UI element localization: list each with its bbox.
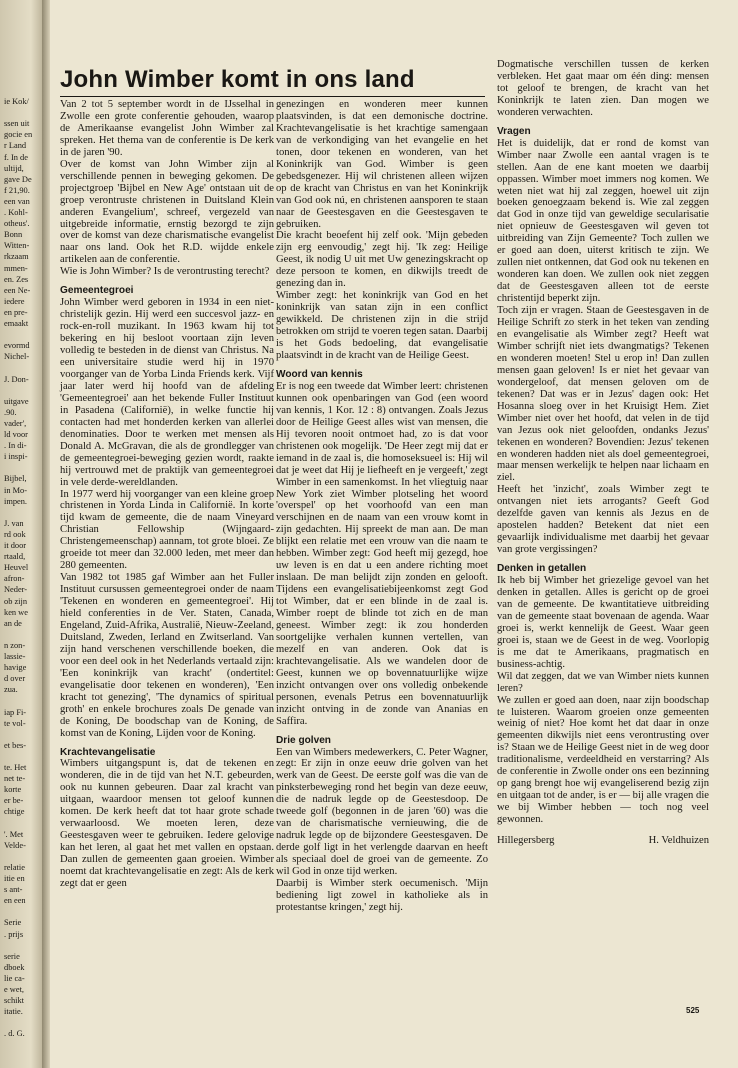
paragraph: genezingen en wonderen meer kunnen plaatsvinden, is dat een demonische doctrine. Krachtevangelisatie is het krachtige samengaan van de verkondiging van het evangelie en het tonen, door tekenen en wonderen, van het Koninkrijk van God. Wimber is geen gebedsgenezer. Hij wil christenen alleen wijzen op de kracht van Christus en van het Koninkrijk van God ook nú, en christenen aansporen te staan naar de Geestesgaven en die Geestesgaven te gebruiken. <box>276 99 488 230</box>
margin-fragment: f 21,90. <box>4 185 30 195</box>
margin-fragment: ken we <box>4 607 28 617</box>
margin-fragment: evormd <box>4 341 30 351</box>
margin-fragment: Heuvel <box>4 563 29 573</box>
margin-fragment: ultijd, <box>4 163 24 173</box>
margin-fragment: zua. <box>4 685 18 695</box>
margin-fragment: e wet, <box>4 985 24 994</box>
margin-fragment: Nichel- <box>4 352 30 362</box>
paragraph: Dogmatische verschillen tussen de kerken verbleken. Het gaat maar om één ding: mensen tot geloof te brengen, de kracht van het Koninkrijk te laten zien. Dan mogen we wonderen verwachten. <box>497 59 709 118</box>
margin-fragment: een Ne- <box>4 285 31 295</box>
article-column-1 <box>60 99 274 890</box>
section-heading: Gemeentegroei <box>60 285 134 297</box>
margin-fragment: . In di- <box>4 441 27 451</box>
paragraph: Toch zijn er vragen. Staan de Geestesgaven in de Heilige Schrift zo sterk in het teken van zending en evangelisatie als Wimber zegt? Heeft wat Wimber schrijft niet iets dwangmatigs? Tekenen en wonderen moeten! Stel u erop in! Dan zullen mensen gaan geloven! Is er niet het gevaar van wondergeloof, dat mensen geloven om de tekenen? Dat was er in Jezus' dagen ook: Het Hosanna sloeg over in het Kruisigt Hem. Ziet Wimber niet over het hoofd, dat velen in de tijd van Jezus ook niet geloofden, ondanks Jezus' tekenen en wonderen? Bovendien: Jezus' tekenen en wonderen hadden niet als doel gemeentegroei, maar mensen werkelijk te helpen naar lichaam en ziel. <box>497 305 709 484</box>
paragraph: Daarbij is Wimber sterk oecumenisch. 'Mijn bediening ligt zowel in katholieke als in protestantse kringen,' zegt hij. <box>276 878 488 913</box>
margin-fragment: i inspi- <box>4 452 28 462</box>
paragraph: Van 2 tot 5 september wordt in de IJsselhal in Zwolle een grote conferentie gehouden, waarop de Amerikaanse evangelist John Wimber zal spreken. Het thema van de conferentie is De kerk in de jaren '90. <box>60 99 274 158</box>
margin-fragment: te. Het <box>4 763 27 772</box>
margin-fragment: emaakt <box>4 319 29 328</box>
paragraph: Wimber zegt: het koninkrijk van God en het koninkrijk van satan zijn in een conflict gewikkeld. De christenen zijn in die strijd betrokken om strijd te voeren tegen satan. Daarbij is het Gods bedoeling, dat evangelisatie plaatsvindt in de kracht van de Heilige Geest. <box>276 290 488 362</box>
margin-fragment: ld voor <box>4 430 28 439</box>
margin-fragment: . d. G. <box>4 1029 25 1039</box>
margin-fragment: impen. <box>4 496 28 506</box>
margin-fragment: n zon- <box>4 640 26 650</box>
signature-author: H. Veldhuizen <box>648 835 709 847</box>
margin-fragment: Bonn <box>4 230 23 240</box>
signature-place: Hillegersberg <box>497 835 555 847</box>
margin-fragment: Serie <box>4 918 22 928</box>
section-heading: Denken in getallen <box>497 563 587 575</box>
margin-fragment: dboek <box>4 962 25 972</box>
margin-fragment: et bes- <box>4 740 27 750</box>
margin-fragment: f. In de <box>4 152 28 162</box>
article-column-3 <box>497 59 709 847</box>
title-rule <box>60 96 485 97</box>
margin-fragment: ob zijn <box>4 596 28 606</box>
margin-fragment: chtige <box>4 807 25 817</box>
margin-fragment: ssen uit <box>4 119 30 129</box>
margin-fragment: mmen- <box>4 263 28 273</box>
margin-fragment: uitgave <box>4 396 29 406</box>
margin-fragment: Neder- <box>4 585 28 595</box>
margin-fragment: rkzaam <box>4 252 29 262</box>
margin-fragment: lie ca- <box>4 973 25 983</box>
section-heading: Vragen <box>497 125 531 137</box>
margin-fragment: en. Zes <box>4 274 29 284</box>
paragraph: Er is nog een tweede dat Wimber leert: christenen kunnen ook openbaringen van God (een woord van kennis, 1 Kor. 12 : 8) ontvangen. Zoals Jezus door de Heilige Geest alles wist van mensen, die Hij tevoren nooit ontmoet had, zo is dat voor christenen ook mogelijk. 'De Heer zegt mij dat er iemand in de zaal is, die homoseksueel is: Hij wil dat je weet dat Hij je liefheeft en je vergeeft,' zegt Wimber in een samenkomst. In het vliegtuig naar New York ziet Wimber plotseling het woord 'overspel' op het voorhoofd van een man verschijnen en de naam van een vrouw komt in zijn gedachten. Hij spreekt de man aan. De man blijkt een relatie met een vrouw van die naam te hebben. Wimber zegt: God heeft mij gezegd, hoe uw leven is en dat u een andere richting moet inslaan. De man belijdt zijn zonden en gelooft. Tijdens een evangelisatiebijeenkomst zegt God tot Wimber, dat er een blinde in de zaal is. Wimber roept de blinde tot zich en de man geneest. Wimber zegt: ik zou honderden soortgelijke verhalen kunnen vertellen, van mezelf en van anderen. Ook dat is krachtevangelisatie. Als we wandelen door de Geest, kunnen we op bovennatuurlijke wijze inzicht ontvangen over ons volledig onbekende personen, evenals Petrus een bovennatuurlijk inzicht ontving in de zonde van Ananias en Saffira. <box>276 380 488 727</box>
margin-fragment: havige <box>4 663 27 673</box>
paragraph: Over de komst van John Wimber zijn al verschillende pennen in beweging gekomen. De projectgroep 'Bijbel en New Age' ontstaan uit de groep verontruste christenen in Duitsland Klein anderen Evangelium', schreef, vergezeld van uitgebreide informatie, ernstig bezorgd te zijn over de komst van deze charismatische evangelist naar ons land. Ook het R.D. wijdde enkele artikelen aan de conferentie. <box>60 158 274 266</box>
margin-fragment: r Land <box>4 141 27 151</box>
margin-fragment: en een <box>4 896 26 906</box>
paragraph: Die kracht beoefent hij zelf ook. 'Mijn gebeden zijn erg eenvoudig,' zegt hij. 'Ik zeg: Heilige Geest, ik nodig U uit met Uw genezingskracht op deze persoon te komen, en dikwijls treedt de genezing dan in. <box>276 230 488 290</box>
section-heading: Drie golven <box>276 734 331 746</box>
article-column-2 <box>276 99 488 914</box>
margin-fragment: . Kohl- <box>4 208 28 217</box>
paragraph: Wil dat zeggen, dat we van Wimber niets kunnen leren? <box>497 670 709 694</box>
margin-fragment: d over <box>4 674 26 684</box>
paragraph: Wie is John Wimber? Is de verontrusting terecht? <box>60 266 270 278</box>
margin-fragment: Velde- <box>4 840 26 850</box>
paragraph: In 1977 werd hij voorganger van een kleine groep christenen in Yorda Linda in Californië. In korte tijd kwam de gemeente, die de naam Vineyard Christian Fellowship (Wijngaard-Christengemeenschap) aannam, tot grote bloei. Ze groeide tot meer dan 32.000 leden, met meer dan 280 gemeenten. <box>60 488 274 572</box>
margin-fragment: J. van <box>4 518 24 528</box>
margin-fragment: schikt <box>4 996 25 1006</box>
margin-fragment: iedere <box>4 296 25 306</box>
margin-fragment: een van <box>4 196 30 206</box>
paragraph: John Wimber werd geboren in 1934 in een niet-christelijk gezin. Hij werd een succesvol jazz- en rock-en-roll muzikant. In 1963 kwam hij tot bekering en hij besloot voortaan zijn leven volledig te besteden in de dienst van Christus. Na een universitaire studie werd hij in 1970 voorganger van de Yorba Linda Friends kerk. Vijf jaar later werd hij hoofd van de afdeling 'Gemeentegroei' aan het bekende Fuller Instituut in Pasadena (Californië), in welke functie hij contacten had met honderden kerken van allerlei denominaties. Door te werken met mensen als Donald A. McGravan, die als de grondlegger van de gemeentegroei-beweging gezien wordt, raakte hij vertrouwd met de praktijk van gemeentegroei in vele derde-wereldlanden. <box>60 297 274 488</box>
paragraph: Van 1982 tot 1985 gaf Wimber aan het Fuller Instituut cursussen gemeentegroei onder de naam 'Tekenen en wonderen en gemeentegroei'. Hij hield conferenties in de Ver. Staten, Canada, Engeland, Zuid-Afrika, Australië, Nieuw-Zeeland, Duitsland, Zweden, Ierland en Zwitserland. Van zijn hand verschenen verschillende boeken, die voor een deel ook in het Nederlands vertaald zijn: 'Een koninkrijk van kracht' (ondertitel: evangelisatie door tekenen en wonderen), 'Een kracht tot genezing', 'The dynamics of spiritual groth' en enkele brochures zoals De genade van de Koning, De boodschap van de Koning, de komst van de Koning, Lijden voor de Koning. <box>60 572 274 739</box>
margin-fragment: er be- <box>4 796 24 806</box>
paragraph: Heeft het 'inzicht', zoals Wimber zegt te ontvangen niet iets arrogants? Geeft God dezelfde gaven van kennis als Jezus en de apostelen hadden? Betekent dat niet een gevaarlijk individualisme met daarbij het gevaar van grote vergissingen? <box>497 484 709 556</box>
margin-fragment: te vol- <box>4 718 26 728</box>
margin-fragment: otheus'. <box>4 219 30 229</box>
page-fold-shadow <box>42 0 50 1068</box>
article-title: John Wimber komt in ons land <box>60 66 415 93</box>
margin-fragment: lassie- <box>4 652 26 661</box>
margin-fragment: serie <box>4 951 20 961</box>
paragraph: Een van Wimbers medewerkers, C. Peter Wagner, zegt: Er zijn in onze eeuw drie golven van het werk van de Geest. De eerste golf was die van de pinksterbeweging rond het begin van deze eeuw, die de nadruk legde op de Geestesdoop. De tweede golf (begonnen in de jaren '60) was die van de charismatische vernieuwing, die de nadruk legde op de bijzondere Geestesgaven. De derde golf ligt in het verlengde daarvan en heeft als speciaal doel de groei van de gemeente. Zo wil God in onze tijd werken. <box>276 746 488 878</box>
margin-fragment: an de <box>4 618 22 628</box>
margin-fragment: itatie. <box>4 1007 23 1017</box>
paragraph: Ik heb bij Wimber het griezelige gevoel van het denken in getallen. Alles is gericht op de groei van de gemeente. De kwantitatieve uitbreiding van de gemeente staat bovenaan de agenda. Waar groei is, werkt kennelijk de Geest. Waar geen groei is, staan we de Geest in de weg. Voorlopig is me dat te Amerikaans, pragmatisch en business-achtig. <box>497 575 709 670</box>
margin-fragment: .90. <box>4 407 17 417</box>
margin-fragment: J. Don- <box>4 374 29 384</box>
margin-fragment: itie en <box>4 874 25 883</box>
margin-fragment: iap Fi- <box>4 707 27 717</box>
margin-fragment: Bijbel, <box>4 474 27 484</box>
margin-fragment: net te- <box>4 774 26 784</box>
margin-fragment: gave De <box>4 174 32 184</box>
paragraph: Het is duidelijk, dat er rond de komst van Wimber naar Zwolle een aantal vragen is te stellen. Aan de ene kant moeten we daarbij oppassen. Wimber moet immers nog komen. We weten niet wat hij zal zeggen, hoewel uit zijn boeken genoegzaam bekend is. Wie zal zeggen dat God in onze tijd van geweldige secularisatie niet opnieuw de Geestesgaven wil geven tot uitbreiding van Zijn Gemeente? Toch zullen we er goed aan doen, uiterst kritisch te zijn. We zullen niet ontkennen, dat God ook nu tekenen en wonderen kan doen. We zullen ook niet zeggen dat de Geestesgaven alleen tot de eerste christentijd beperkt zijn. <box>497 137 709 305</box>
margin-fragment: Witten- <box>4 241 30 251</box>
margin-fragment: ie Kok/ <box>4 97 29 106</box>
paragraph: Wimbers uitgangspunt is, dat de tekenen en wonderen, die in de tijd van het N.T. gebeurden, ook nu kunnen gebeuren. Daar zal kracht van uitgaan, waardoor mensen tot geloof kunnen komen. De kerk heeft dat tot haar grote schade verwaarloosd. We moeten leren, deze Geestesgaven weer te gebruiken. Iedere gelovige kan het leren, al gaat het met vallen en opstaan. Dan zullen de gemeenten gaan groeien. Wimber noemt dat krachtevangelisatie en zegt: Als de kerk zegt dat er geen <box>60 758 274 889</box>
margin-fragment: s ant- <box>4 885 23 895</box>
margin-fragment: . prijs <box>4 929 24 939</box>
previous-page-margin <box>0 0 44 1068</box>
author-signature <box>497 835 709 847</box>
paragraph: We zullen er goed aan doen, naar zijn boodschap te luisteren. Waarom groeien onze gemeenten weinig of niet? Hoe komt het dat daar in onze gemeenten dikwijls niet eens verontrusting over is? Staan we de Heilige Geest niet in de weg door traditionalisme, verdeeldheid en verstarring? Als de conferentie in Zwolle onder ons een bezinning op gang brengt hoe wij evangeliserend bezig zijn en uitgaan tot de ander, is er — bij alle vragen die we bij Wimber hebben — toch nog veel gewonnen. <box>497 694 709 826</box>
margin-fragment: gocie en <box>4 130 33 140</box>
page-number: 525 <box>686 1006 700 1015</box>
margin-fragment: en pre- <box>4 307 28 317</box>
margin-fragment: afron- <box>4 574 25 584</box>
margin-fragment: it door <box>4 541 27 550</box>
margin-fragment: rd ook <box>4 529 26 539</box>
margin-fragment: '. Met <box>4 829 24 839</box>
margin-fragment: in Mo- <box>4 485 28 495</box>
margin-fragment: vader', <box>4 418 27 428</box>
section-heading: Krachtevangelisatie <box>60 746 156 758</box>
margin-fragment: relatie <box>4 862 25 872</box>
margin-fragment: korte <box>4 785 22 795</box>
margin-fragment: rtaald, <box>4 552 26 562</box>
section-heading: Woord van kennis <box>276 368 363 380</box>
